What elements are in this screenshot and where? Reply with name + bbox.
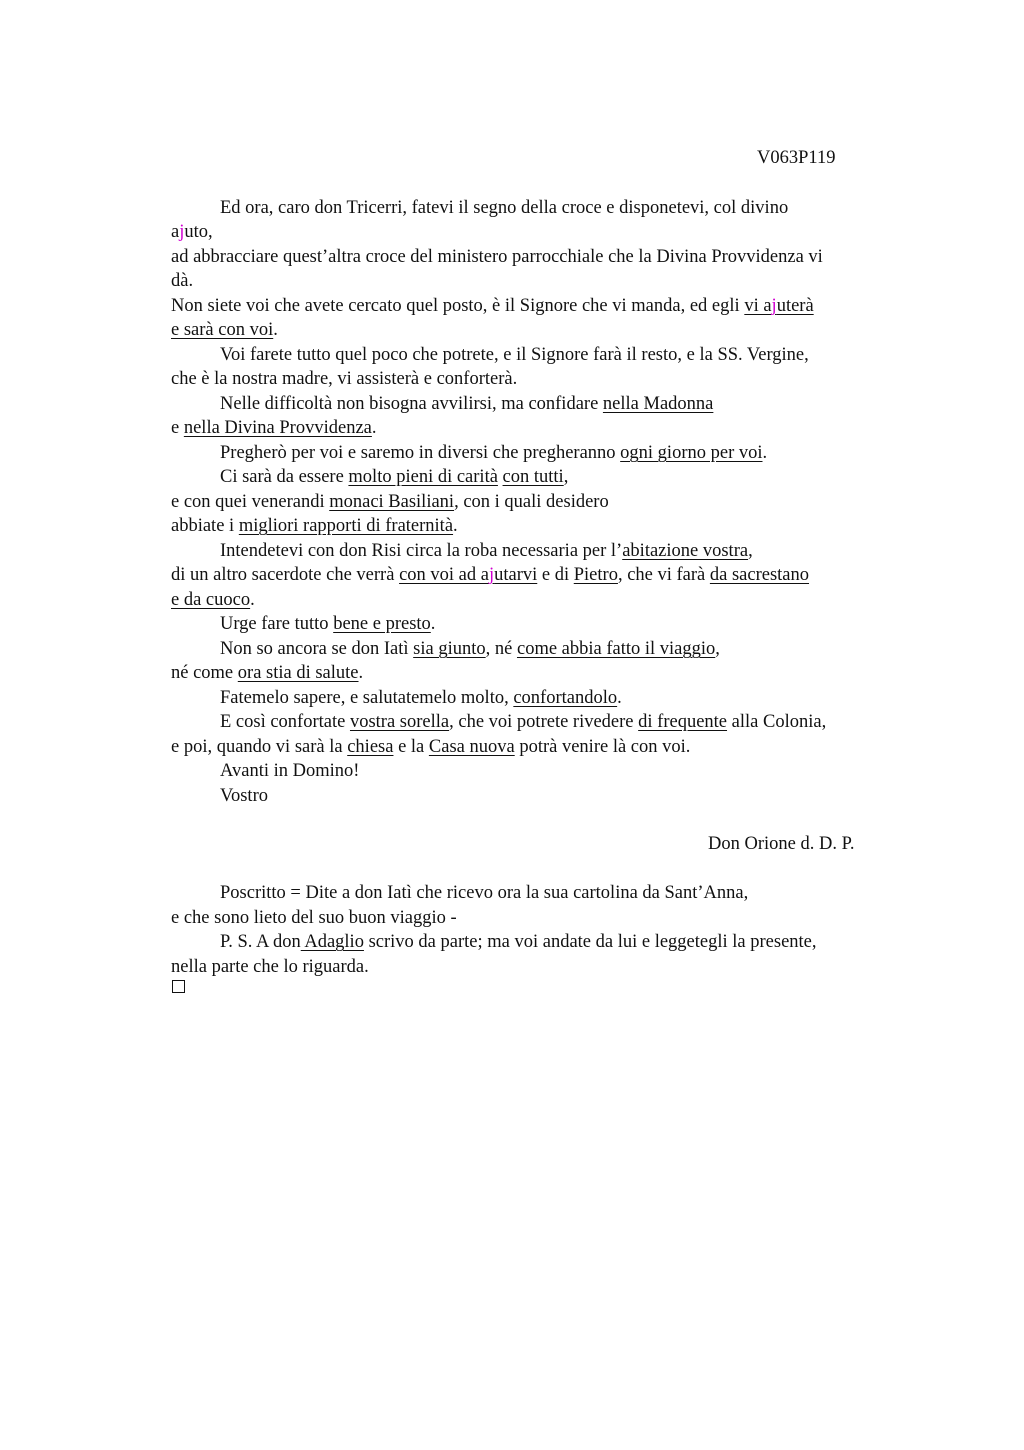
underlined-phrase: monaci Basiliani bbox=[329, 492, 455, 512]
text-line: Voi farete tutto quel poco che potrete, e il Signore farà il resto, e la SS. Vergine, bbox=[220, 345, 809, 365]
text-line: Urge fare tutto bene e presto. bbox=[220, 614, 436, 634]
underlined-phrase: confortandolo bbox=[513, 688, 618, 708]
underlined-phrase: ogni giorno per voi bbox=[620, 443, 763, 463]
text-line: di un altro sacerdote che verrà con voi ad ajutarvi e di Pietro, che vi farà da sacrestano bbox=[171, 565, 810, 585]
closing-line: Vostro bbox=[220, 786, 268, 806]
underlined-phrase: bene e presto bbox=[333, 614, 431, 634]
postscript-line: Poscritto = Dite a don Iatì che ricevo ora la sua cartolina da Sant’Anna, bbox=[220, 883, 749, 903]
text-line: che è la nostra madre, vi assisterà e conforterà. bbox=[171, 369, 518, 389]
text-line: Non so ancora se don Iatì sia giunto, né come abbia fatto il viaggio, bbox=[220, 639, 720, 659]
underlined-phrase: nella Madonna bbox=[602, 394, 714, 414]
text-line: e poi, quando vi sarà la chiesa e la Casa nuova potrà venire là con voi. bbox=[171, 737, 691, 757]
underlined-phrase: sia giunto bbox=[413, 639, 486, 659]
text-line: Non siete voi che avete cercato quel posto, è il Signore che vi manda, ed egli vi ajuterà bbox=[171, 296, 814, 316]
underlined-phrase: Adaglio bbox=[300, 932, 364, 952]
underlined-phrase: come abbia fatto il viaggio bbox=[516, 639, 716, 659]
underlined-phrase: con voi ad ajutarvi bbox=[399, 565, 538, 585]
underlined-phrase: Pietro bbox=[573, 565, 618, 585]
checkbox-glyph bbox=[172, 980, 185, 993]
page-reference: V063P119 bbox=[757, 148, 836, 168]
text-line: e con quei venerandi monaci Basiliani, con i quali desidero bbox=[171, 492, 609, 512]
underlined-phrase: e sarà con voi bbox=[171, 320, 274, 340]
text-line: né come ora stia di salute. bbox=[171, 663, 364, 683]
underlined-phrase: migliori rapporti di fraternità bbox=[238, 516, 454, 536]
underlined-phrase: vi ajuterà bbox=[744, 296, 814, 316]
text-line: Nelle difficoltà non bisogna avvilirsi, ma confidare nella Madonna bbox=[220, 394, 714, 414]
underlined-phrase: da sacrestano bbox=[709, 565, 810, 585]
text-line: e sarà con voi. bbox=[171, 320, 278, 340]
text-line: Pregherò per voi e saremo in diversi che pregheranno ogni giorno per voi. bbox=[220, 443, 768, 463]
text-line: Fatemelo sapere, e salutatemelo molto, confortandolo. bbox=[220, 688, 622, 708]
text-line: ajuto, bbox=[171, 222, 213, 242]
closing-line: Avanti in Domino! bbox=[220, 761, 360, 781]
text-line: E così confortate vostra sorella, che voi potrete rivedere di frequente alla Colonia, bbox=[220, 712, 827, 732]
underlined-phrase: ora stia di salute bbox=[237, 663, 359, 683]
underlined-phrase: di frequente bbox=[638, 712, 728, 732]
text-line: Ci sarà da essere molto pieni di carità con tutti, bbox=[220, 467, 569, 487]
text-line: e nella Divina Provvidenza. bbox=[171, 418, 377, 438]
signature: Don Orione d. D. P. bbox=[708, 834, 855, 854]
text-line: ad abbracciare quest’altra croce del ministero parrocchiale che la Divina Provvidenza vi bbox=[171, 247, 823, 267]
underlined-phrase: abitazione vostra bbox=[622, 541, 749, 561]
underlined-phrase: chiesa bbox=[347, 737, 394, 757]
text-line: e da cuoco. bbox=[171, 590, 255, 610]
postscript-line: e che sono lieto del suo buon viaggio - bbox=[171, 908, 457, 928]
underlined-phrase: e da cuoco bbox=[171, 590, 251, 610]
postscript-line: nella parte che lo riguarda. bbox=[171, 957, 369, 977]
underlined-phrase: con tutti bbox=[502, 467, 564, 487]
postscript-line: P. S. A don Adaglio scrivo da parte; ma voi andate da lui e leggetegli la presente, bbox=[220, 932, 817, 952]
underlined-phrase: molto pieni di carità bbox=[348, 467, 498, 487]
underlined-phrase: nella Divina Provvidenza bbox=[183, 418, 372, 438]
text-line: Ed ora, caro don Tricerri, fatevi il segno della croce e disponetevi, col divino bbox=[220, 198, 789, 218]
text-line: abbiate i migliori rapporti di fraternità. bbox=[171, 516, 458, 536]
underlined-phrase: Casa nuova bbox=[428, 737, 515, 757]
text-line: dà. bbox=[171, 271, 194, 291]
text-line: Intendetevi con don Risi circa la roba necessaria per l’abitazione vostra, bbox=[220, 541, 753, 561]
underlined-phrase: vostra sorella bbox=[349, 712, 450, 732]
